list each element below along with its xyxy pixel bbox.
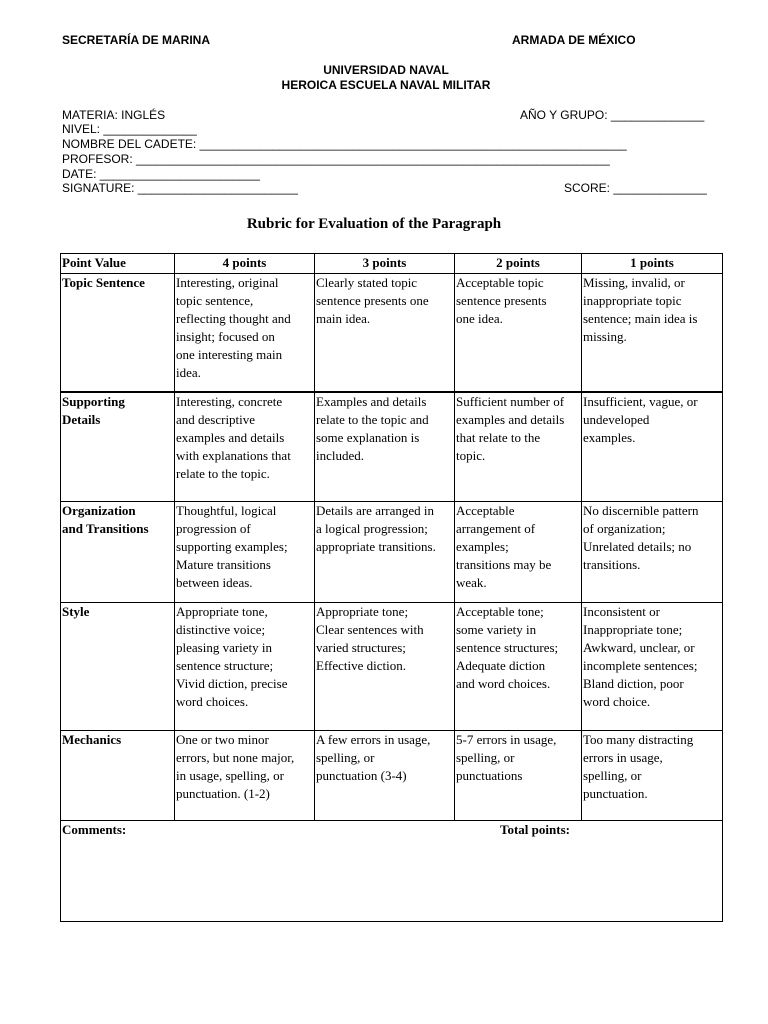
comments-row: [61, 821, 723, 922]
comments-label: Comments:: [62, 822, 127, 837]
nombre-cadete-field[interactable]: NOMBRE DEL CADETE: ________________________________________________________________: [62, 137, 627, 151]
criterion-organization: Organization and Transitions: [61, 502, 175, 603]
table-cell: A few errors in usage, spelling, or punctuation (3-4): [315, 731, 455, 821]
criterion-style: Style: [61, 603, 175, 731]
table-row: [61, 392, 723, 502]
header-4-points: 4 points: [175, 254, 315, 274]
table-cell: Acceptable arrangement of examples; transitions may be weak.: [455, 502, 582, 603]
header-right: ARMADA DE MÉXICO: [512, 33, 636, 47]
table-cell: Inconsistent or Inappropriate tone; Awkward, unclear, or incomplete sentences; Bland diction, poor word choice.: [582, 603, 723, 731]
table-cell: Insufficient, vague, or undeveloped examples.: [582, 392, 723, 502]
table-cell: Interesting, concrete and descriptive examples and details with explanations that relate to the topic.: [175, 392, 315, 502]
header-3-points: 3 points: [315, 254, 455, 274]
header-2-points: 2 points: [455, 254, 582, 274]
page-title: Rubric for Evaluation of the Paragraph: [246, 216, 502, 232]
score-field[interactable]: SCORE: ______________: [564, 181, 707, 195]
table-row: [61, 274, 723, 392]
materia-field: MATERIA: INGLÉS: [62, 108, 166, 122]
header-1-points: 1 points: [582, 254, 723, 274]
table-cell: No discernible pattern of organization; Unrelated details; no transitions.: [582, 502, 723, 603]
header-left: SECRETARÍA DE MARINA: [62, 33, 211, 47]
table-cell: One or two minor errors, but none major, in usage, spelling, or punctuation. (1-2): [175, 731, 315, 821]
profesor-field[interactable]: PROFESOR: _______________________________________________________________________: [62, 152, 610, 166]
table-cell: Appropriate tone, distinctive voice; pleasing variety in sentence structure; Vivid diction, precise word choices.: [175, 603, 315, 731]
table-cell: Thoughtful, logical progression of supporting examples; Mature transitions between ideas.: [175, 502, 315, 603]
table-cell: Clearly stated topic sentence presents one main idea.: [315, 274, 455, 392]
table-row: [61, 502, 723, 603]
table-cell: 5-7 errors in usage, spelling, or punctuations: [455, 731, 582, 821]
criterion-topic-sentence: Topic Sentence: [61, 274, 175, 392]
table-row: [61, 603, 723, 731]
table-cell: Too many distracting errors in usage, spelling, or punctuation.: [582, 731, 723, 821]
table-cell: Interesting, original topic sentence, reflecting thought and insight; focused on one interesting main idea.: [175, 274, 315, 392]
table-cell: Examples and details relate to the topic and some explanation is included.: [315, 392, 455, 502]
criterion-mechanics: Mechanics: [61, 731, 175, 821]
table-cell: Details are arranged in a logical progression; appropriate transitions.: [315, 502, 455, 603]
table-header-row: [61, 254, 723, 274]
school-name: HEROICA ESCUELA NAVAL MILITAR: [281, 78, 491, 92]
table-cell: Acceptable tone; some variety in sentence structures; Adequate diction and word choices.: [455, 603, 582, 731]
table-cell: Appropriate tone; Clear sentences with varied structures; Effective diction.: [315, 603, 455, 731]
criterion-supporting-details: Supporting Details: [61, 392, 175, 502]
institution-name: UNIVERSIDAD NAVAL: [323, 63, 449, 77]
nivel-field[interactable]: NIVEL: ______________: [62, 122, 197, 136]
signature-field[interactable]: SIGNATURE: ________________________: [62, 181, 298, 195]
total-points-label: Total points:: [500, 822, 570, 837]
table-cell: Acceptable topic sentence presents one idea.: [455, 274, 582, 392]
ano-grupo-field[interactable]: AÑO Y GRUPO: ______________: [520, 108, 705, 122]
table-row: [61, 731, 723, 821]
rubric-table: [60, 253, 723, 922]
header-point-value: Point Value: [61, 254, 175, 274]
date-field[interactable]: DATE: ________________________: [62, 167, 260, 181]
table-cell: Sufficient number of examples and details that relate to the topic.: [455, 392, 582, 502]
table-cell: Missing, invalid, or inappropriate topic sentence; main idea is missing.: [582, 274, 723, 392]
comments-cell[interactable]: [61, 821, 723, 922]
